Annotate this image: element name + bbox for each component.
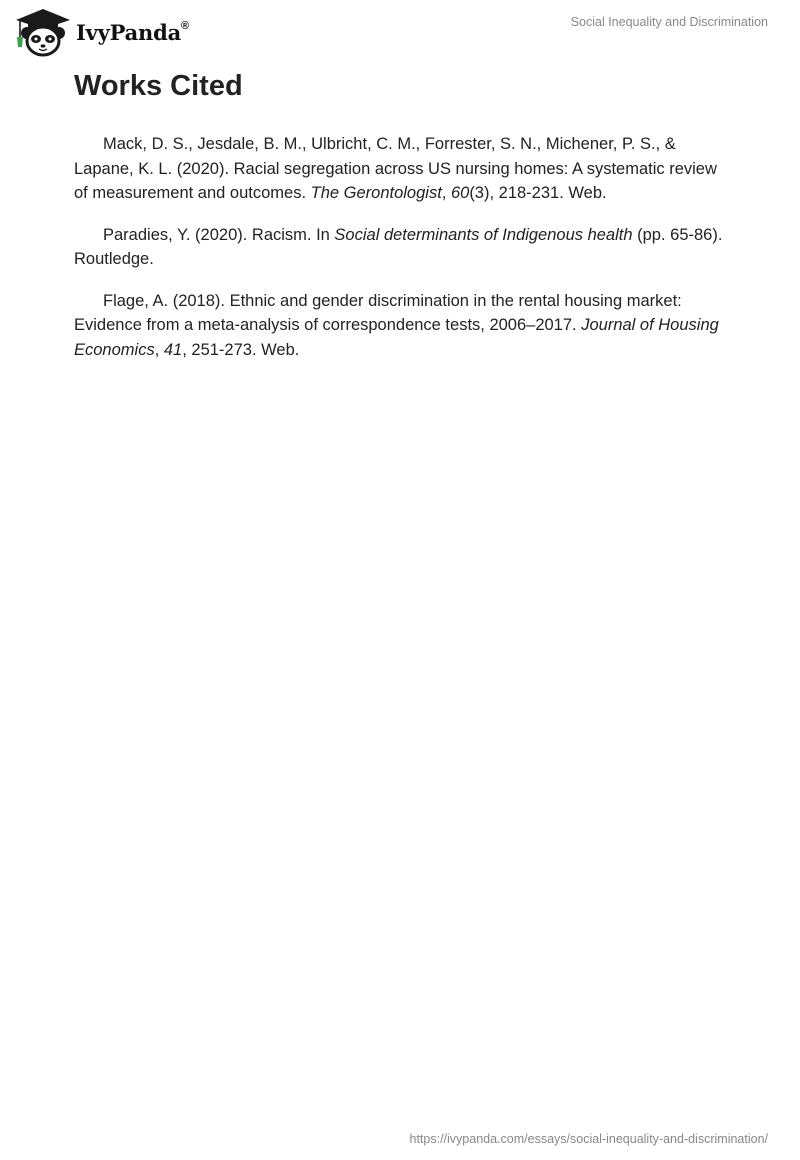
page-title: Works Cited: [74, 70, 243, 102]
reference-list: [74, 132, 724, 379]
brand-name: IvyPanda®: [76, 19, 189, 45]
reference-volume: 41: [163, 340, 183, 359]
reference-item: Mack, D. S., Jesdale, B. M., Ulbricht, C. M., Forrester, S. N., Michener, P. S., & Lapane, K. L. (2020). Racial segregation across US nursing homes: A systematic review of measurement and outcomes. The Gerontologist, 60(3), 218-231. Web.: [74, 135, 717, 202]
footer-url[interactable]: https://ivypanda.com/essays/social-inequality-and-discrimination/: [409, 1132, 768, 1146]
panda-graduate-icon: [14, 7, 72, 57]
running-title: Social Inequality and Discrimination: [570, 15, 768, 29]
reference-volume: 60: [450, 184, 470, 202]
ivypanda-logo[interactable]: [14, 6, 189, 58]
reference-source: Social determinants of Indigenous health: [334, 225, 633, 244]
reference-source: The Gerontologist: [310, 184, 442, 202]
reference-item: Flage, A. (2018). Ethnic and gender discrimination in the rental housing market: Evidence from a meta-analysis of correspondence tests, 2006–2017. Journal of Housing Economics, 41, 251-273. Web.: [74, 291, 719, 359]
reference-source: Journal of Housing Economics: [74, 316, 719, 359]
reference-item: Paradies, Y. (2020). Racism. In Social determinants of Indigenous health (pp. 65-86). Routledge.: [74, 225, 723, 268]
registered-mark: ®: [181, 19, 189, 32]
page-header: [0, 0, 800, 60]
